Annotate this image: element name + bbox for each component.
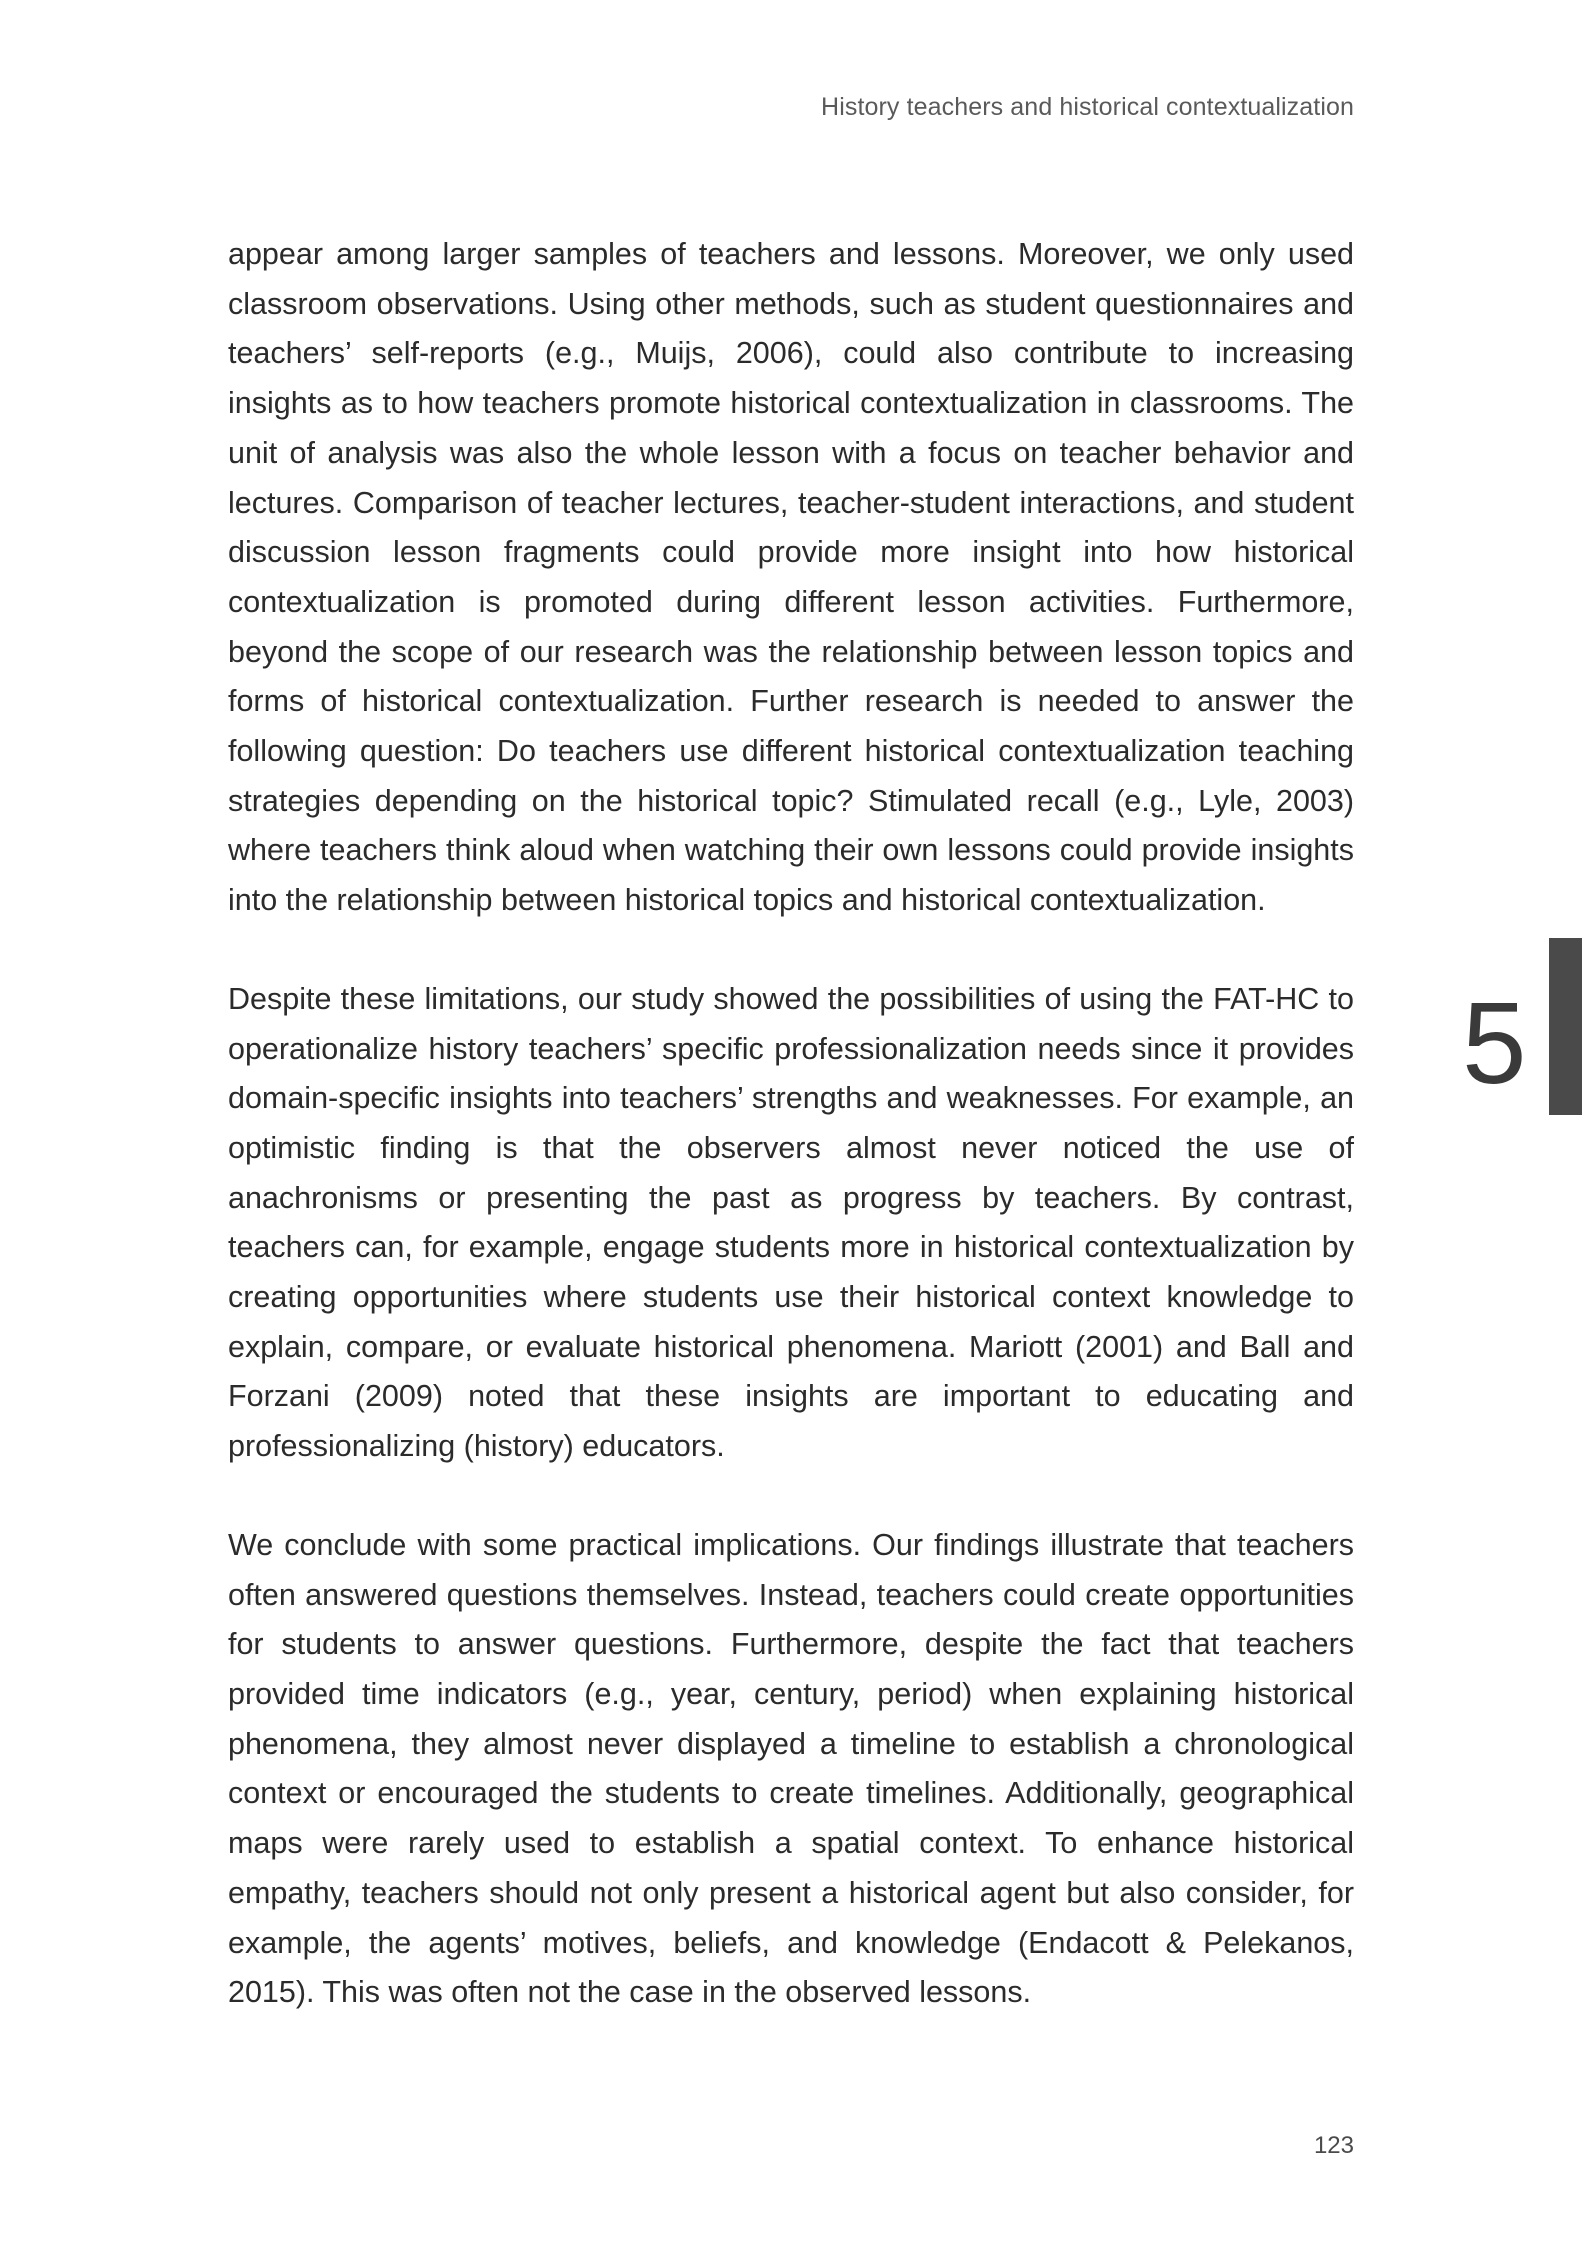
running-header: History teachers and historical contextualization (821, 93, 1354, 121)
page-number: 123 (1313, 2132, 1354, 2159)
chapter-number: 5 (1462, 978, 1527, 1108)
body-text (228, 230, 1354, 2067)
paragraph-limitations: appear among larger samples of teachers and lessons. Moreover, we only used classroom observations. Using other methods, such as student questionnaires and teachers’ self-reports (e.g., Muijs, 2006), could also contribute to increasing insights as to how teachers promote historical contextualization in classrooms. The unit of analysis was also the whole lesson with a focus on teacher behavior and lectures. Comparison of teacher lectures, teacher-student interactions, and student discussion lesson fragments could provide more insight into how historical contextualization is promoted during different lesson activities. Furthermore, beyond the scope of our research was the relationship between lesson topics and forms of historical contextualization. Further research is needed to answer the following question: Do teachers use different historical contextualization teaching strategies depending on the historical topic? Stimulated recall (e.g., Lyle, 2003) where teachers think aloud when watching their own lessons could provide insights into the relationship between historical topics and historical contextualization. (228, 237, 1354, 918)
chapter-tab-marker (1549, 938, 1582, 1115)
paragraph-fat-hc-possibilities: Despite these limitations, our study showed the possibilities of using the FAT-HC to operationalize history teachers’ specific professionalization needs since it provides domain-specific insights into teachers’ strengths and weaknesses. For example, an optimistic finding is that the observers almost never noticed the use of anachronisms or presenting the past as progress by teachers. By contrast, teachers can, for example, engage students more in historical contextualization by creating opportunities where students use their historical context knowledge to explain, compare, or evaluate historical phenomena. Mariott (2001) and Ball and Forzani (2009) noted that these insights are important to educating and professionalizing (history) educators. (228, 981, 1354, 1464)
paragraph-practical-implications: We conclude with some practical implications. Our findings illustrate that teachers often answered questions themselves. Instead, teachers could create opportunities for students to answer questions. Furthermore, despite the fact that teachers provided time indicators (e.g., year, century, period) when explaining historical phenomena, they almost never displayed a timeline to establish a chronological context or encouraged the students to create timelines. Additionally, geographical maps were rarely used to establish a spatial context. To enhance historical empathy, teachers should not only present a historical agent but also consider, for example, the agents’ motives, beliefs, and knowledge (Endacott & Pelekanos, 2015). This was often not the case in the observed lessons. (228, 1527, 1354, 2010)
